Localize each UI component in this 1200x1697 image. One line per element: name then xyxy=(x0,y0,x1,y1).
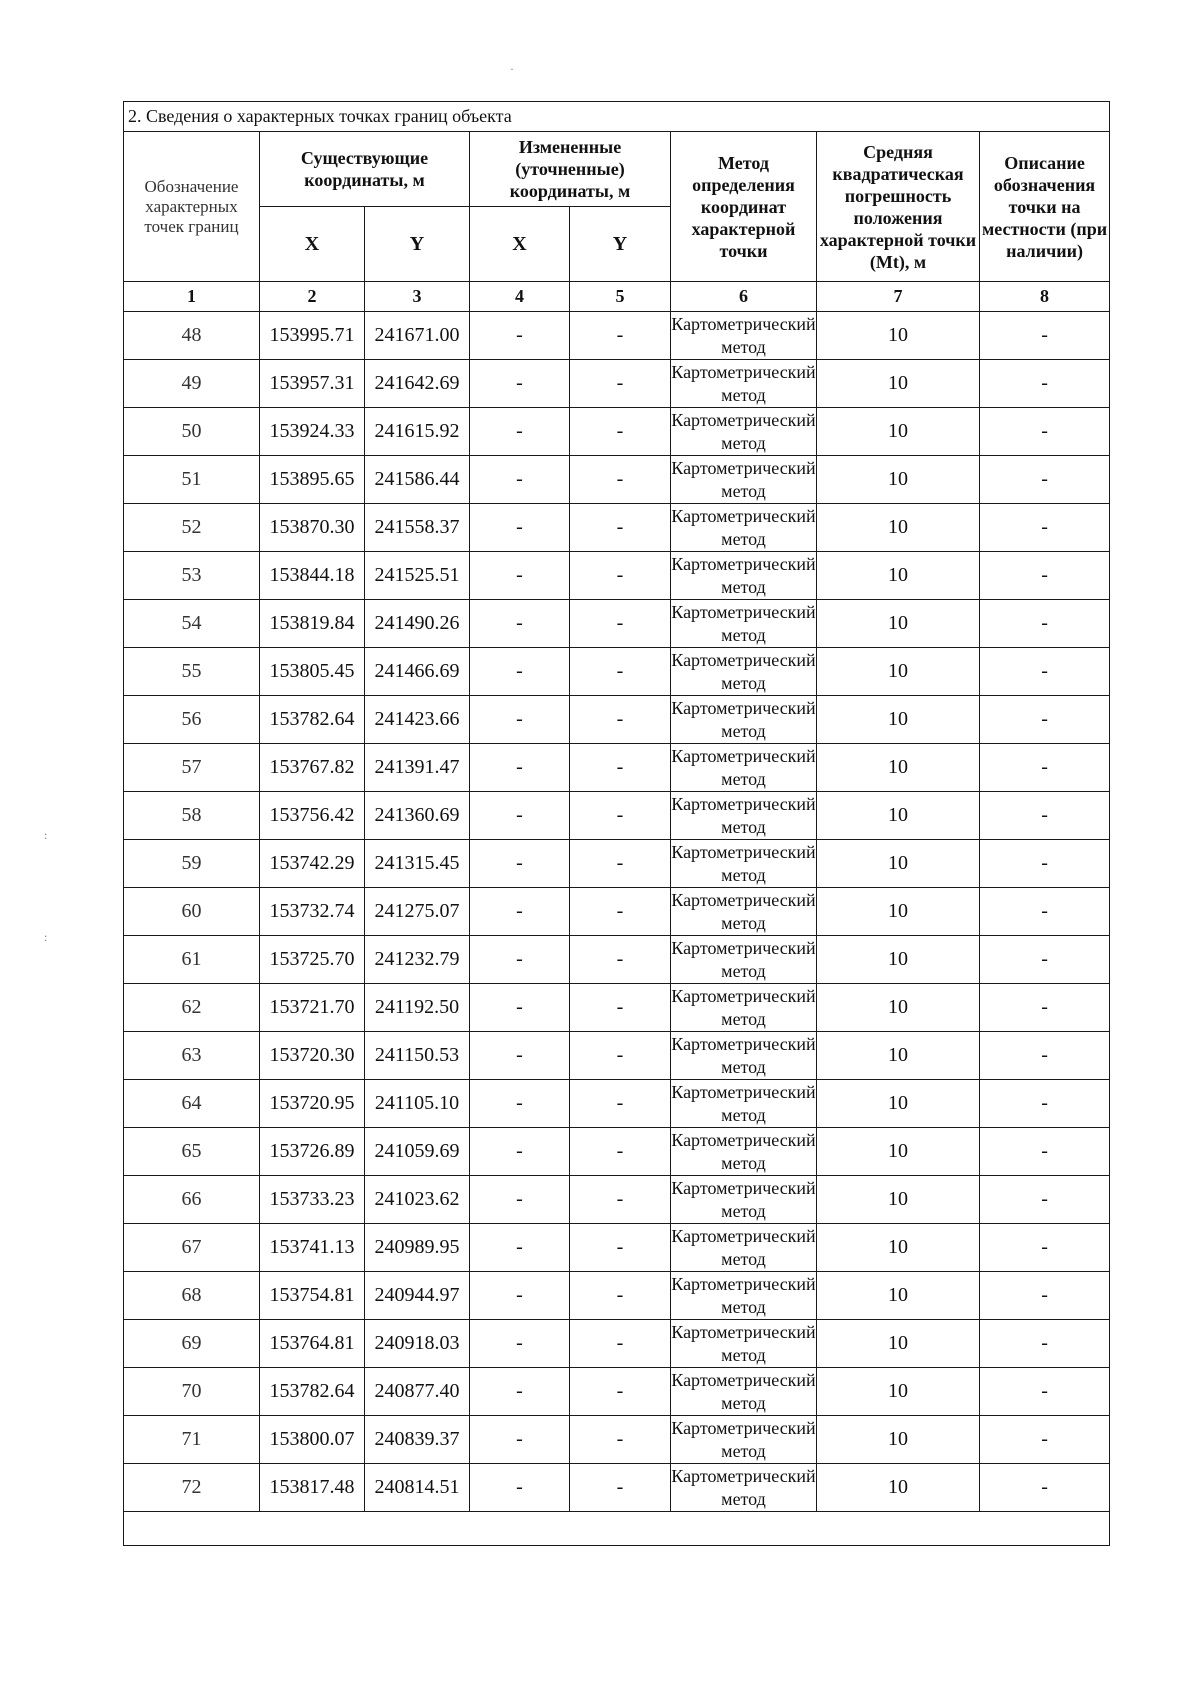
mean-error-cell: 10 xyxy=(817,1320,980,1368)
changed-x-cell: - xyxy=(470,696,570,744)
description-cell: - xyxy=(980,888,1110,936)
changed-y-cell: - xyxy=(570,456,671,504)
method-cell: Картометрический метод xyxy=(671,1464,817,1512)
existing-y-cell: 241586.44 xyxy=(365,456,470,504)
point-number-cell: 54 xyxy=(124,600,260,648)
column-number: 8 xyxy=(980,282,1110,312)
description-cell: - xyxy=(980,648,1110,696)
column-number: 3 xyxy=(365,282,470,312)
existing-y-cell: 241023.62 xyxy=(365,1176,470,1224)
point-number-cell: 69 xyxy=(124,1320,260,1368)
table-row xyxy=(124,1464,1110,1512)
method-cell: Картометрический метод xyxy=(671,552,817,600)
existing-y-cell: 240839.37 xyxy=(365,1416,470,1464)
existing-x-cell: 153720.95 xyxy=(260,1080,365,1128)
existing-y-cell: 241423.66 xyxy=(365,696,470,744)
method-cell: Картометрический метод xyxy=(671,888,817,936)
table-row xyxy=(124,1176,1110,1224)
point-number-cell: 72 xyxy=(124,1464,260,1512)
header-changed-y: Y xyxy=(570,207,671,282)
changed-y-cell: - xyxy=(570,1128,671,1176)
header-description: Описание обозначения точки на местности (при наличии) xyxy=(980,132,1110,282)
header-changed-coordinates: Измененные (уточненные) координаты, м xyxy=(470,132,671,207)
point-number-cell: 68 xyxy=(124,1272,260,1320)
method-cell: Картометрический метод xyxy=(671,312,817,360)
method-cell: Картометрический метод xyxy=(671,1128,817,1176)
method-cell: Картометрический метод xyxy=(671,648,817,696)
existing-y-cell: 241671.00 xyxy=(365,312,470,360)
description-cell: - xyxy=(980,1176,1110,1224)
description-cell: - xyxy=(980,600,1110,648)
changed-y-cell: - xyxy=(570,936,671,984)
description-cell: - xyxy=(980,360,1110,408)
table-row xyxy=(124,792,1110,840)
table-row xyxy=(124,1272,1110,1320)
changed-y-cell: - xyxy=(570,552,671,600)
changed-x-cell: - xyxy=(470,1272,570,1320)
description-cell: - xyxy=(980,408,1110,456)
changed-y-cell: - xyxy=(570,1368,671,1416)
existing-x-cell: 153895.65 xyxy=(260,456,365,504)
existing-y-cell: 241059.69 xyxy=(365,1128,470,1176)
existing-x-cell: 153764.81 xyxy=(260,1320,365,1368)
method-cell: Картометрический метод xyxy=(671,504,817,552)
table-row xyxy=(124,696,1110,744)
mean-error-cell: 10 xyxy=(817,936,980,984)
existing-x-cell: 153754.81 xyxy=(260,1272,365,1320)
mean-error-cell: 10 xyxy=(817,552,980,600)
point-number-cell: 52 xyxy=(124,504,260,552)
column-number: 2 xyxy=(260,282,365,312)
method-cell: Картометрический метод xyxy=(671,984,817,1032)
method-cell: Картометрический метод xyxy=(671,1080,817,1128)
header-changed-x: X xyxy=(470,207,570,282)
existing-y-cell: 241275.07 xyxy=(365,888,470,936)
existing-x-cell: 153817.48 xyxy=(260,1464,365,1512)
existing-y-cell: 241315.45 xyxy=(365,840,470,888)
point-number-cell: 49 xyxy=(124,360,260,408)
method-cell: Картометрический метод xyxy=(671,1224,817,1272)
description-cell: - xyxy=(980,1464,1110,1512)
table-row xyxy=(124,600,1110,648)
description-cell: - xyxy=(980,552,1110,600)
changed-y-cell: - xyxy=(570,648,671,696)
existing-y-cell: 240918.03 xyxy=(365,1320,470,1368)
existing-y-cell: 241525.51 xyxy=(365,552,470,600)
existing-y-cell: 241490.26 xyxy=(365,600,470,648)
mean-error-cell: 10 xyxy=(817,360,980,408)
method-cell: Картометрический метод xyxy=(671,744,817,792)
existing-x-cell: 153732.74 xyxy=(260,888,365,936)
method-cell: Картометрический метод xyxy=(671,696,817,744)
empty-footer-row xyxy=(124,1512,1110,1546)
changed-x-cell: - xyxy=(470,1368,570,1416)
existing-y-cell: 241615.92 xyxy=(365,408,470,456)
point-number-cell: 60 xyxy=(124,888,260,936)
point-number-cell: 53 xyxy=(124,552,260,600)
existing-y-cell: 241150.53 xyxy=(365,1032,470,1080)
changed-y-cell: - xyxy=(570,1176,671,1224)
table-row xyxy=(124,504,1110,552)
table-row xyxy=(124,936,1110,984)
point-number-cell: 59 xyxy=(124,840,260,888)
existing-x-cell: 153844.18 xyxy=(260,552,365,600)
changed-x-cell: - xyxy=(470,1320,570,1368)
description-cell: - xyxy=(980,456,1110,504)
mean-error-cell: 10 xyxy=(817,312,980,360)
changed-x-cell: - xyxy=(470,648,570,696)
point-number-cell: 67 xyxy=(124,1224,260,1272)
existing-x-cell: 153995.71 xyxy=(260,312,365,360)
changed-y-cell: - xyxy=(570,792,671,840)
point-number-cell: 61 xyxy=(124,936,260,984)
mean-error-cell: 10 xyxy=(817,792,980,840)
table-row xyxy=(124,1416,1110,1464)
point-number-cell: 65 xyxy=(124,1128,260,1176)
existing-x-cell: 153805.45 xyxy=(260,648,365,696)
description-cell: - xyxy=(980,696,1110,744)
mean-error-cell: 10 xyxy=(817,1224,980,1272)
changed-y-cell: - xyxy=(570,1320,671,1368)
existing-x-cell: 153782.64 xyxy=(260,1368,365,1416)
existing-y-cell: 240814.51 xyxy=(365,1464,470,1512)
existing-x-cell: 153721.70 xyxy=(260,984,365,1032)
column-number: 1 xyxy=(124,282,260,312)
table-row xyxy=(124,840,1110,888)
method-cell: Картометрический метод xyxy=(671,600,817,648)
changed-x-cell: - xyxy=(470,1032,570,1080)
existing-x-cell: 153819.84 xyxy=(260,600,365,648)
header-method: Метод определения координат характерной точки xyxy=(671,132,817,282)
changed-y-cell: - xyxy=(570,504,671,552)
changed-x-cell: - xyxy=(470,1176,570,1224)
header-mean-error: Средняя квадратическая погрешность положения характерной точки (Mt), м xyxy=(817,132,980,282)
existing-y-cell: 240989.95 xyxy=(365,1224,470,1272)
changed-y-cell: - xyxy=(570,888,671,936)
table-row xyxy=(124,888,1110,936)
existing-x-cell: 153726.89 xyxy=(260,1128,365,1176)
changed-y-cell: - xyxy=(570,360,671,408)
point-number-cell: 48 xyxy=(124,312,260,360)
existing-x-cell: 153924.33 xyxy=(260,408,365,456)
existing-y-cell: 241466.69 xyxy=(365,648,470,696)
header-existing-y: Y xyxy=(365,207,470,282)
mean-error-cell: 10 xyxy=(817,840,980,888)
point-number-cell: 56 xyxy=(124,696,260,744)
existing-x-cell: 153957.31 xyxy=(260,360,365,408)
point-number-cell: 50 xyxy=(124,408,260,456)
point-number-cell: 58 xyxy=(124,792,260,840)
changed-x-cell: - xyxy=(470,888,570,936)
changed-y-cell: - xyxy=(570,408,671,456)
description-cell: - xyxy=(980,1080,1110,1128)
existing-y-cell: 241192.50 xyxy=(365,984,470,1032)
existing-y-cell: 241558.37 xyxy=(365,504,470,552)
existing-x-cell: 153741.13 xyxy=(260,1224,365,1272)
mean-error-cell: 10 xyxy=(817,1464,980,1512)
changed-y-cell: - xyxy=(570,1464,671,1512)
changed-y-cell: - xyxy=(570,312,671,360)
mean-error-cell: 10 xyxy=(817,1032,980,1080)
mean-error-cell: 10 xyxy=(817,600,980,648)
mean-error-cell: 10 xyxy=(817,1176,980,1224)
existing-x-cell: 153767.82 xyxy=(260,744,365,792)
description-cell: - xyxy=(980,1032,1110,1080)
scan-speck: : xyxy=(44,828,48,842)
method-cell: Картометрический метод xyxy=(671,360,817,408)
mean-error-cell: 10 xyxy=(817,888,980,936)
mean-error-cell: 10 xyxy=(817,984,980,1032)
changed-y-cell: - xyxy=(570,1272,671,1320)
point-number-cell: 64 xyxy=(124,1080,260,1128)
existing-x-cell: 153733.23 xyxy=(260,1176,365,1224)
table-row xyxy=(124,408,1110,456)
description-cell: - xyxy=(980,744,1110,792)
description-cell: - xyxy=(980,840,1110,888)
changed-y-cell: - xyxy=(570,696,671,744)
changed-x-cell: - xyxy=(470,840,570,888)
changed-x-cell: - xyxy=(470,312,570,360)
table-row xyxy=(124,1320,1110,1368)
changed-x-cell: - xyxy=(470,504,570,552)
mean-error-cell: 10 xyxy=(817,696,980,744)
boundary-points-table xyxy=(123,101,1110,1546)
point-number-cell: 57 xyxy=(124,744,260,792)
changed-x-cell: - xyxy=(470,1464,570,1512)
header-point-designation: Обозначение характерных точек границ xyxy=(124,132,260,282)
existing-y-cell: 241105.10 xyxy=(365,1080,470,1128)
existing-x-cell: 153720.30 xyxy=(260,1032,365,1080)
changed-x-cell: - xyxy=(470,408,570,456)
table-row xyxy=(124,1224,1110,1272)
table-row xyxy=(124,648,1110,696)
point-number-cell: 62 xyxy=(124,984,260,1032)
table-row xyxy=(124,744,1110,792)
table-row xyxy=(124,552,1110,600)
changed-x-cell: - xyxy=(470,1128,570,1176)
scan-speck: · xyxy=(510,62,514,76)
header-existing-x: X xyxy=(260,207,365,282)
changed-x-cell: - xyxy=(470,552,570,600)
existing-y-cell: 241391.47 xyxy=(365,744,470,792)
description-cell: - xyxy=(980,1224,1110,1272)
existing-y-cell: 241642.69 xyxy=(365,360,470,408)
existing-y-cell: 240877.40 xyxy=(365,1368,470,1416)
changed-y-cell: - xyxy=(570,840,671,888)
method-cell: Картометрический метод xyxy=(671,456,817,504)
changed-x-cell: - xyxy=(470,456,570,504)
table-row xyxy=(124,312,1110,360)
changed-y-cell: - xyxy=(570,1416,671,1464)
table-row xyxy=(124,1368,1110,1416)
description-cell: - xyxy=(980,504,1110,552)
description-cell: - xyxy=(980,312,1110,360)
mean-error-cell: 10 xyxy=(817,1368,980,1416)
description-cell: - xyxy=(980,984,1110,1032)
changed-y-cell: - xyxy=(570,1032,671,1080)
existing-y-cell: 241232.79 xyxy=(365,936,470,984)
point-number-cell: 63 xyxy=(124,1032,260,1080)
point-number-cell: 70 xyxy=(124,1368,260,1416)
existing-x-cell: 153756.42 xyxy=(260,792,365,840)
existing-x-cell: 153800.07 xyxy=(260,1416,365,1464)
mean-error-cell: 10 xyxy=(817,1080,980,1128)
description-cell: - xyxy=(980,1368,1110,1416)
changed-y-cell: - xyxy=(570,984,671,1032)
column-number: 5 xyxy=(570,282,671,312)
existing-x-cell: 153725.70 xyxy=(260,936,365,984)
method-cell: Картометрический метод xyxy=(671,1032,817,1080)
method-cell: Картометрический метод xyxy=(671,1272,817,1320)
mean-error-cell: 10 xyxy=(817,456,980,504)
mean-error-cell: 10 xyxy=(817,1128,980,1176)
description-cell: - xyxy=(980,792,1110,840)
existing-x-cell: 153742.29 xyxy=(260,840,365,888)
existing-x-cell: 153870.30 xyxy=(260,504,365,552)
column-number: 4 xyxy=(470,282,570,312)
changed-x-cell: - xyxy=(470,600,570,648)
column-number: 7 xyxy=(817,282,980,312)
point-number-cell: 55 xyxy=(124,648,260,696)
changed-y-cell: - xyxy=(570,1080,671,1128)
existing-y-cell: 241360.69 xyxy=(365,792,470,840)
point-number-cell: 66 xyxy=(124,1176,260,1224)
existing-x-cell: 153782.64 xyxy=(260,696,365,744)
table-row xyxy=(124,1080,1110,1128)
method-cell: Картометрический метод xyxy=(671,408,817,456)
changed-x-cell: - xyxy=(470,360,570,408)
description-cell: - xyxy=(980,936,1110,984)
method-cell: Картометрический метод xyxy=(671,840,817,888)
method-cell: Картометрический метод xyxy=(671,1368,817,1416)
table-row xyxy=(124,984,1110,1032)
method-cell: Картометрический метод xyxy=(671,1176,817,1224)
table-row xyxy=(124,360,1110,408)
existing-y-cell: 240944.97 xyxy=(365,1272,470,1320)
description-cell: - xyxy=(980,1416,1110,1464)
header-existing-coordinates: Существующие координаты, м xyxy=(260,132,470,207)
changed-x-cell: - xyxy=(470,744,570,792)
changed-x-cell: - xyxy=(470,1224,570,1272)
changed-y-cell: - xyxy=(570,1224,671,1272)
changed-y-cell: - xyxy=(570,600,671,648)
changed-x-cell: - xyxy=(470,1080,570,1128)
mean-error-cell: 10 xyxy=(817,648,980,696)
point-number-cell: 51 xyxy=(124,456,260,504)
table-row xyxy=(124,456,1110,504)
mean-error-cell: 10 xyxy=(817,504,980,552)
mean-error-cell: 10 xyxy=(817,1272,980,1320)
mean-error-cell: 10 xyxy=(817,744,980,792)
column-number: 6 xyxy=(671,282,817,312)
method-cell: Картометрический метод xyxy=(671,1416,817,1464)
section-title: 2. Сведения о характерных точках границ объекта xyxy=(124,102,1110,132)
table-row xyxy=(124,1032,1110,1080)
mean-error-cell: 10 xyxy=(817,1416,980,1464)
changed-x-cell: - xyxy=(470,984,570,1032)
mean-error-cell: 10 xyxy=(817,408,980,456)
empty-cell xyxy=(124,1512,1110,1546)
method-cell: Картометрический метод xyxy=(671,792,817,840)
changed-x-cell: - xyxy=(470,792,570,840)
description-cell: - xyxy=(980,1128,1110,1176)
table-row xyxy=(124,1128,1110,1176)
method-cell: Картометрический метод xyxy=(671,936,817,984)
point-number-cell: 71 xyxy=(124,1416,260,1464)
changed-x-cell: - xyxy=(470,1416,570,1464)
changed-y-cell: - xyxy=(570,744,671,792)
scan-speck: : xyxy=(44,930,48,944)
changed-x-cell: - xyxy=(470,936,570,984)
description-cell: - xyxy=(980,1320,1110,1368)
method-cell: Картометрический метод xyxy=(671,1320,817,1368)
description-cell: - xyxy=(980,1272,1110,1320)
